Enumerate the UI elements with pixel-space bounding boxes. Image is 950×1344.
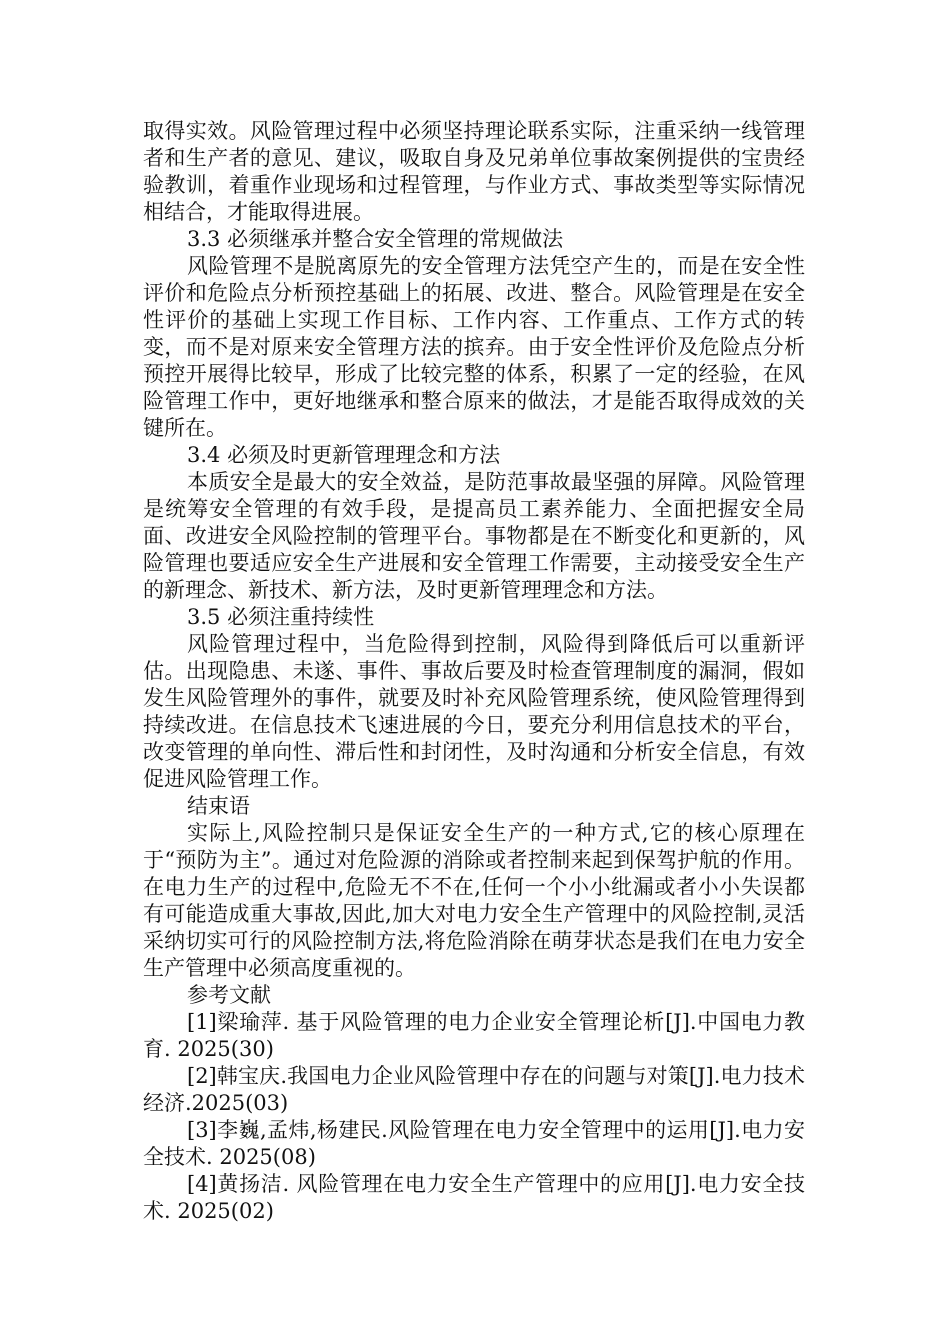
reference-item-1: [1]梁瑜萍. 基于风险管理的电力企业安全管理论析[J].中国电力教育. 2025(30): [143, 1010, 805, 1061]
conclusion-paragraph: 实际上,风险控制只是保证安全生产的一种方式,它的核心原理在于“预防为主”。通过对危险源的消除或者控制来起到保驾护航的作用。在电力生产的过程中,危险无不不在,任何一个小小纰漏或者小小失误都有可能造成重大事故,因此,加大对电力安全生产管理中的风险控制,灵活采纳切实可行的风险控制方法,将危险消除在萌芽状态是我们在电力安全生产管理中必须高度重视的。: [143, 821, 805, 980]
conclusion-heading: 结束语: [187, 794, 250, 818]
references-heading: 参考文献: [187, 983, 271, 1007]
body-paragraph-continuation: 取得实效。风险管理过程中必须坚持理论联系实际，注重采纳一线管理者和生产者的意见、建议，吸取自身及兄弟单位事故案例提供的宝贵经验教训，着重作业现场和过程管理，与作业方式、事故类型等实际情况相结合，才能取得进展。: [143, 119, 805, 224]
section-heading-3-3: 3.3 必须继承并整合安全管理的常规做法: [187, 227, 564, 251]
body-paragraph-3-3: 风险管理不是脱离原先的安全管理方法凭空产生的，而是在安全性评价和危险点分析预控基础上的拓展、改进、整合。风险管理是在安全性评价的基础上实现工作目标、工作内容、工作重点、工作方式的转变，而不是对原来安全管理方法的摈弃。由于安全性评价及危险点分析预控开展得比较早，形成了比较完整的体系，积累了一定的经验，在风险管理工作中，更好地继承和整合原来的做法，才是能否取得成效的关键所在。: [143, 254, 805, 440]
section-heading-3-5: 3.5 必须注重持续性: [187, 605, 375, 629]
body-paragraph-3-5: 风险管理过程中，当危险得到控制，风险得到降低后可以重新评估。出现隐患、未遂、事件、事故后要及时检查管理制度的漏洞，假如发生风险管理外的事件，就要及时补充风险管理系统，使风险管理得到持续改进。在信息技术飞速进展的今日，要充分利用信息技术的平台，改变管理的单向性、滞后性和封闭性，及时沟通和分析安全信息，有效促进风险管理工作。: [143, 632, 805, 791]
reference-item-3: [3]李巍,孟炜,杨建民.风险管理在电力安全管理中的运用[J].电力安全技术. 2025(08): [143, 1118, 805, 1169]
reference-item-4: [4]黄扬洁. 风险管理在电力安全生产管理中的应用[J].电力安全技术. 2025(02): [143, 1172, 805, 1223]
document-page: [143, 118, 805, 1225]
section-heading-3-4: 3.4 必须及时更新管理理念和方法: [187, 443, 501, 467]
reference-item-2: [2]韩宝庆.我国电力企业风险管理中存在的问题与对策[J].电力技术经济.2025(03): [143, 1064, 805, 1115]
body-paragraph-3-4: 本质安全是最大的安全效益，是防范事故最坚强的屏障。风险管理是统筹安全管理的有效手段，是提高员工素养能力、全面把握安全局面、改进安全风险控制的管理平台。事物都是在不断变化和更新的，风险管理也要适应安全生产进展和安全管理工作需要，主动接受安全生产的新理念、新技术、新方法，及时更新管理理念和方法。: [143, 470, 805, 602]
